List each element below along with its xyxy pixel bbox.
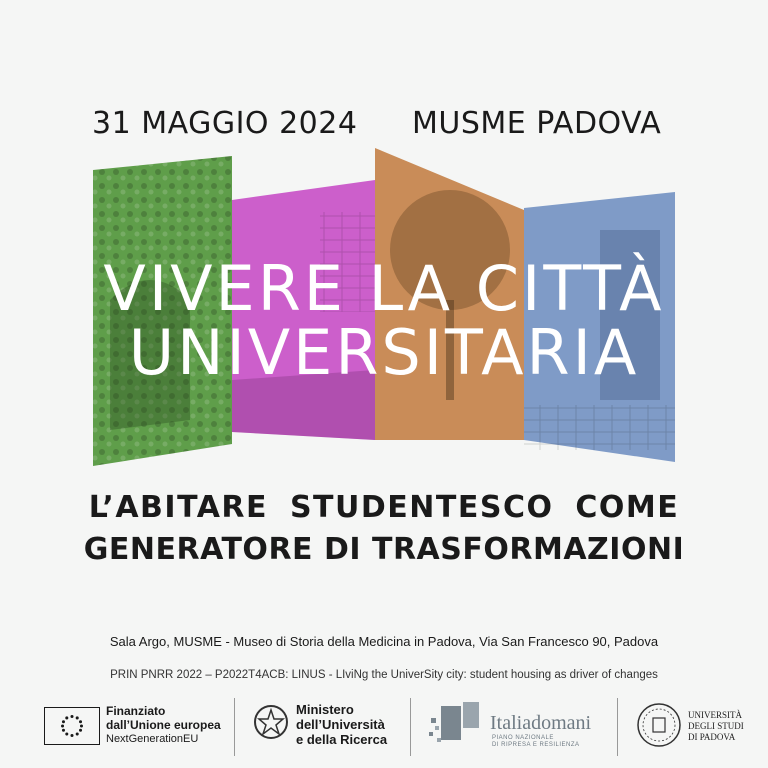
subtitle-line1: L’ABITARE STUDENTESCO COME	[88, 490, 680, 525]
event-date: 31 MAGGIO 2024	[92, 106, 358, 141]
unipd-line1: UNIVERSITÀ	[688, 710, 742, 720]
logo-divider	[234, 698, 235, 756]
logo-divider	[410, 698, 411, 756]
event-venue: MUSME PADOVA	[412, 106, 662, 141]
main-title-line2: UNIVERSITARIA	[128, 316, 640, 389]
eu-line2: dall’Unione europea	[106, 718, 221, 732]
eu-line1: Finanziato	[106, 704, 166, 718]
italiadomani-mark-icon	[427, 700, 487, 750]
project-text: PRIN PNRR 2022 – P2022T4ACB: LINUS - LIviNg the UniverSity city: student housing as driver of changes	[110, 669, 658, 681]
university-seal-icon	[636, 702, 682, 748]
main-title-line1: VIVERE LA CITTÀ	[103, 252, 665, 325]
unipd-line3: DI PADOVA	[688, 732, 736, 742]
italiadomani-sub1: PIANO NAZIONALE	[492, 735, 554, 741]
eu-funding-label	[106, 704, 221, 746]
mur-line1: Ministero	[296, 702, 354, 717]
logo-divider	[617, 698, 618, 756]
mur-line3: e della Ricerca	[296, 732, 388, 747]
mur-line2: dell’Università	[296, 717, 385, 732]
italiadomani-subtitle	[492, 735, 580, 749]
subtitle-line2: GENERATORE DI TRASFORMAZIONI	[83, 532, 685, 567]
unipd-label	[688, 710, 744, 743]
italiadomani-name: Italiadomani	[490, 712, 592, 734]
location-text: Sala Argo, MUSME - Museo di Storia della Medicina in Padova, Via San Francesco 90, Padova	[109, 634, 659, 649]
eu-flag-icon	[44, 707, 100, 745]
unipd-line2: DEGLI STUDI	[688, 721, 744, 731]
mur-label	[296, 702, 387, 747]
eu-line3: NextGenerationEU	[106, 733, 199, 745]
italian-republic-emblem-icon	[252, 701, 290, 743]
italiadomani-sub2: DI RIPRESA E RESILIENZA	[492, 742, 580, 748]
